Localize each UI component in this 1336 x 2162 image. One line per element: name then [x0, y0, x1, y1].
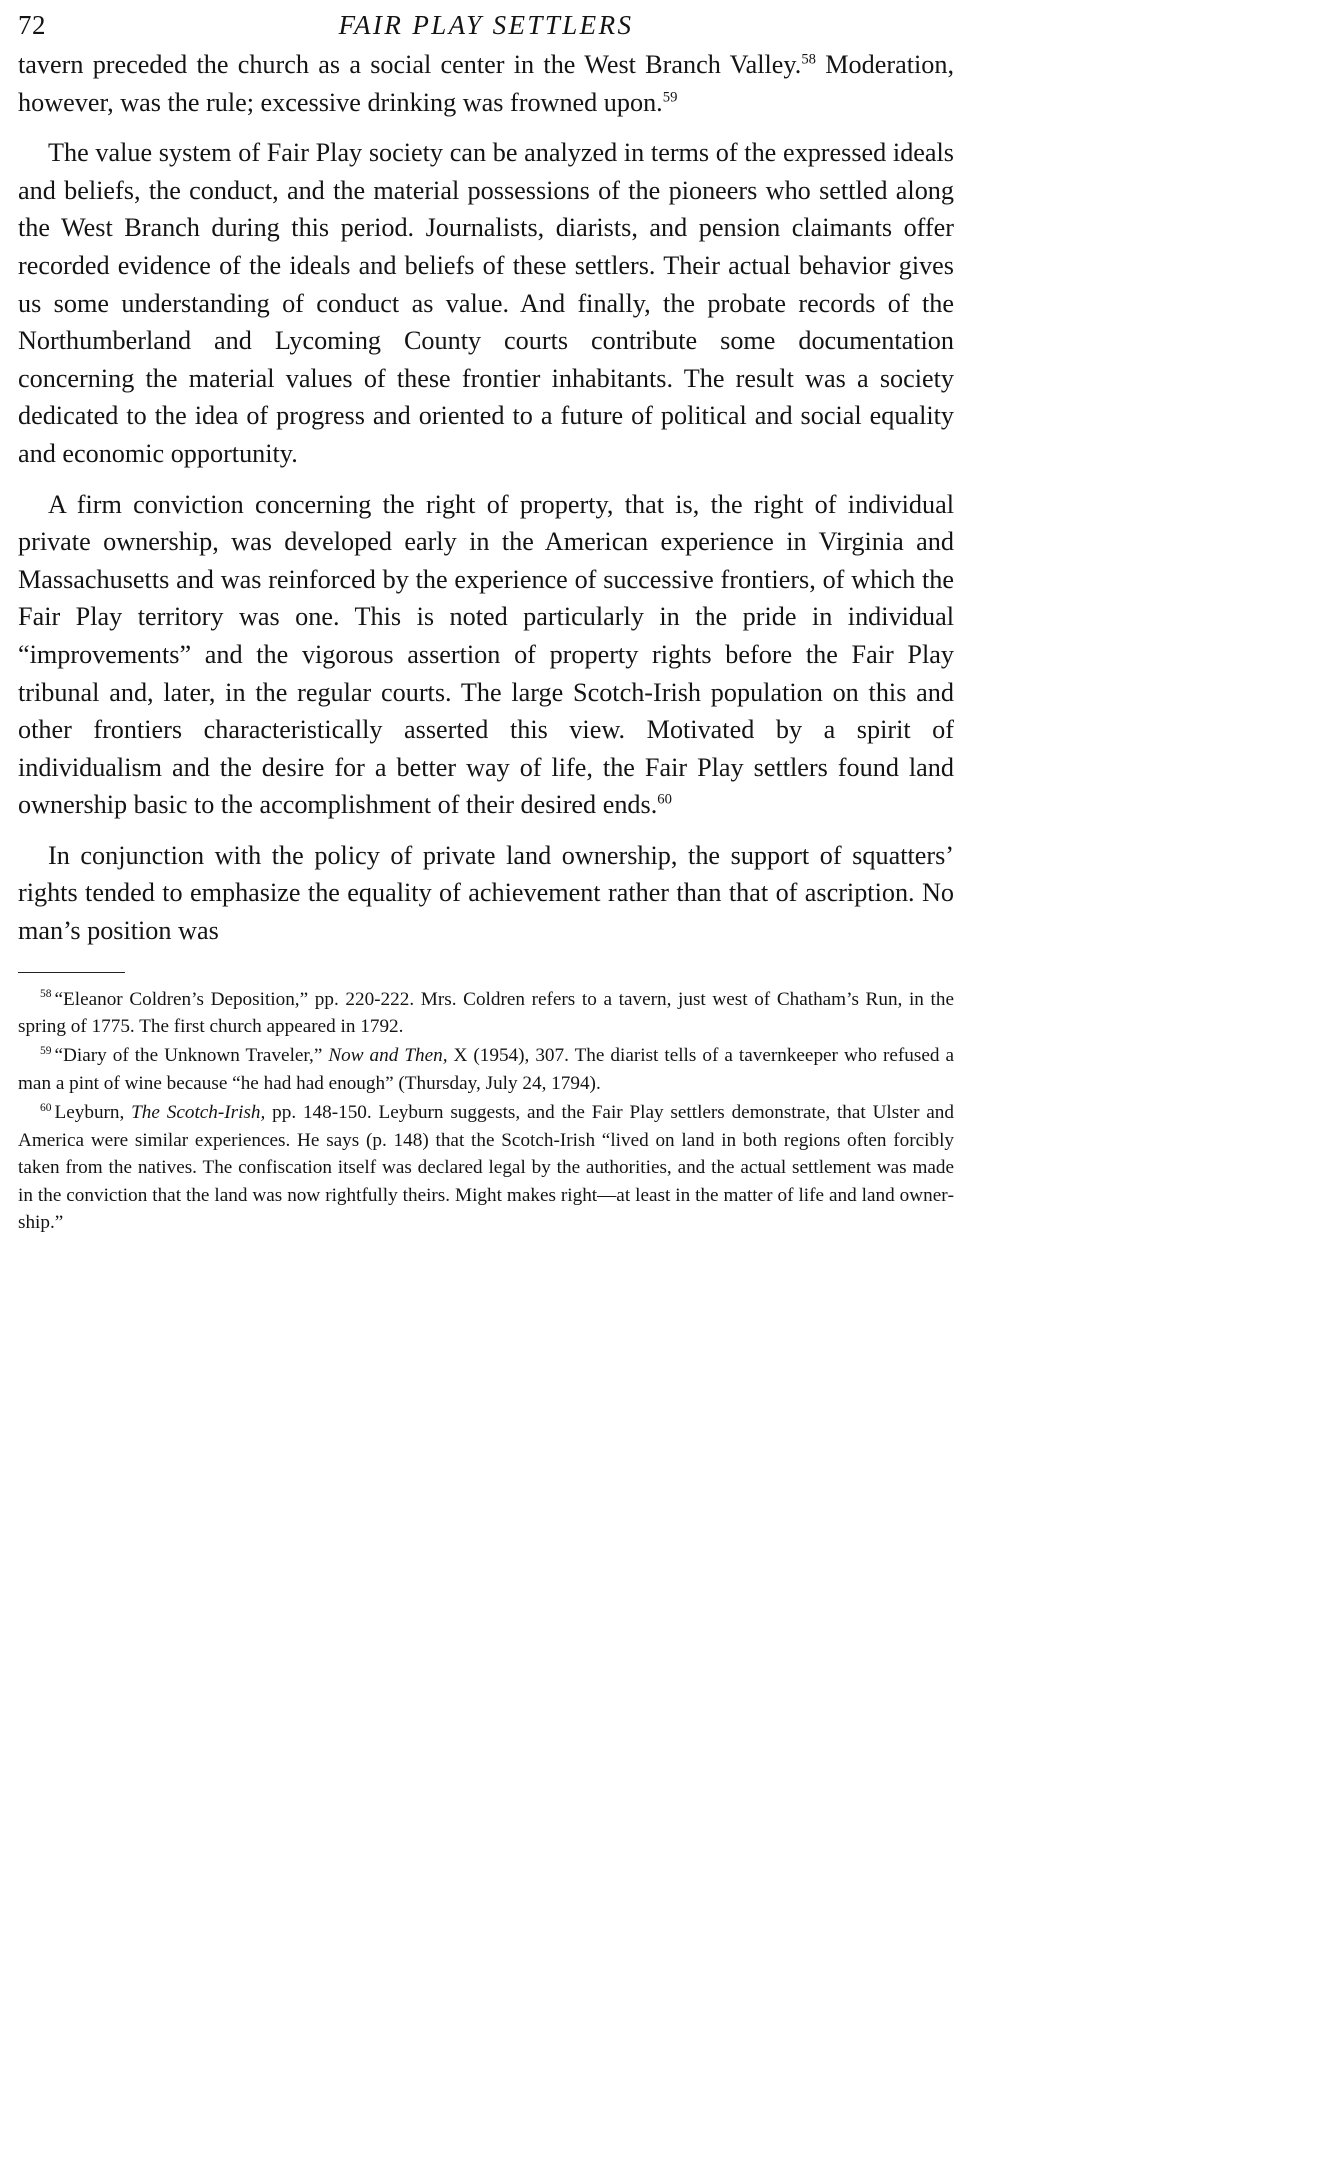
note-reference-58: 58	[801, 51, 816, 68]
paragraph-text: The value system of Fair Play society can be analyzed in terms of the expressed ideals and beliefs, the conduct, and the material possessions of the pioneers who settled along the West Branch during this period. Journalists, diarists, and pension claimants offer recorded evidence of the ideals and beliefs of these settlers. Their actual behavior gives us some understanding of conduct as value. And finally, the probate records of the Northumberland and Lycoming County courts contribute some documentation concerning the material values of these frontier inhabitants. The result was a society dedicated to the idea of progress and oriented to a future of political and social equality and economic opportunity.	[18, 138, 954, 468]
note-reference-59: 59	[662, 88, 678, 105]
footnote-text: “Eleanor Coldren’s Deposition,” pp. 220-222. Mrs. Coldren refers to a tavern, just west of Chatham’s Run, in the spring of 1775. The first church appeared in 1792.	[18, 988, 954, 1038]
body-text	[18, 46, 954, 950]
footnotes	[18, 986, 954, 1237]
footnote-text: “Diary of the Unknown Traveler,”	[54, 1045, 329, 1067]
paragraph-text: tavern preceded the church as a social center in the West Branch Valley.	[18, 50, 802, 79]
page-number: 72	[18, 10, 46, 40]
paragraph-property-rights	[18, 486, 954, 824]
running-head: FAIR PLAY SETTLERS	[338, 10, 634, 40]
footnote-mark: 59	[40, 1045, 52, 1058]
paragraph-text: In conjunction with the policy of private land ownership, the support of squatters’ rights tended to emphasize the equality of achievement rather than that of ascription. No man’s position was	[18, 840, 954, 946]
page-header	[18, 6, 954, 46]
footnote-mark: 58	[40, 988, 52, 1001]
paragraph-squatters-rights	[18, 837, 954, 950]
paragraph-continued	[18, 46, 954, 121]
paragraph-value-system	[18, 134, 954, 472]
footnote-59	[18, 1042, 954, 1097]
footnote-italic-title: Now and Then,	[328, 1045, 448, 1067]
footnote-text: Leyburn,	[54, 1102, 132, 1124]
note-reference-60: 60	[657, 791, 672, 808]
footnote-58	[18, 986, 954, 1041]
footnote-rule	[18, 972, 125, 973]
footnote-italic-title: The Scotch-Irish,	[131, 1102, 266, 1124]
footnote-60	[18, 1099, 954, 1236]
paragraph-text: A firm conviction concerning the right of property, that is, the right of individual private ownership, was developed early in the American experience in Virginia and Massachusetts and was reinforced by the experience of successive frontiers, of which the Fair Play territory was one. This is noted particularly in the pride in individual “improvements” and the vigorous assertion of property rights before the Fair Play tribunal and, later, in the regular courts. The large Scotch-Irish population on this and other frontiers characteristically asserted this view. Motivated by a spirit of individualism and the desire for a better way of life, the Fair Play settlers found land ownership basic to the accomplishment of their desired ends.	[18, 489, 954, 820]
footnote-text: X (1954), 307. The diarist tells of a tavernkeeper who refused a man a pint of wine because “he had had enough” (Thursday, July 24, 1794).	[18, 1045, 954, 1094]
footnote-mark: 60	[40, 1101, 52, 1114]
paragraph-text: Moderation, however, was the rule; excessive drinking was frowned upon.	[18, 50, 954, 117]
footnote-text: pp. 148-150. Leyburn suggests, and the Fair Play settlers demonstrate, that Ulster and America were similar experiences. He says (p. 148) that the Scotch-Irish “lived on land in both regions often forcibly taken from the natives. The confiscation itself was declared legal by the authorities, and the actual settlement was made in the conviction that the land was now rightfully theirs. Might makes right—at least in the matter of life and land ownership.”	[18, 1102, 954, 1233]
